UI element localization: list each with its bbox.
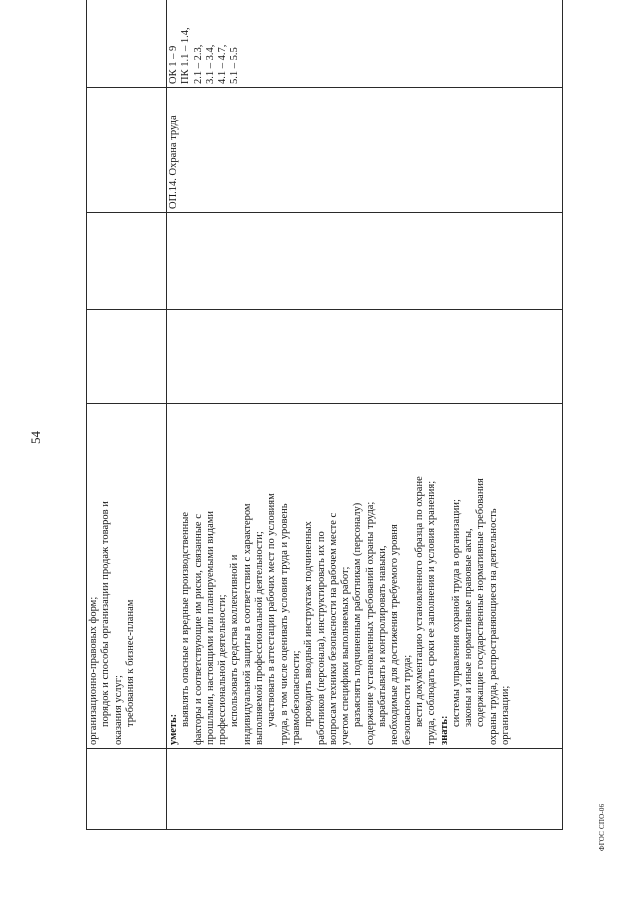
text-line: системы управления охраной труда в организации; <box>450 499 462 727</box>
text-line: индивидуальной защиты в соответствии с характером <box>241 503 253 745</box>
table-cell <box>87 0 167 88</box>
table-cell-content-top <box>87 404 167 749</box>
skills-heading: уметь: <box>168 713 179 745</box>
table-cell-content <box>167 404 563 749</box>
text-line: безопасности труда; <box>401 654 413 745</box>
competency-table <box>86 0 563 830</box>
competency-line: 4.1 – 4.7, <box>217 44 229 84</box>
discipline-name: ОП.14. Охрана труда <box>168 115 179 209</box>
text-line: труда, в том числе оценивать условия труда и уровень <box>278 503 290 745</box>
text-line: вырабатывать и контролировать навыки, <box>377 545 389 727</box>
text-line: вести документацию установленного образца по охране <box>413 476 425 727</box>
competency-line: 3.1 – 3.4, <box>204 44 216 84</box>
text-line: содержащие государственные нормативные требования <box>475 478 487 727</box>
text-line: требования к бизнес-планам <box>124 599 136 727</box>
competency-line: ПК 1.1 – 1.4, <box>180 27 192 84</box>
competency-line: 5.1 – 5.5 <box>229 47 241 84</box>
text-line: разъяснять подчиненным работникам (персоналу) <box>352 502 364 727</box>
text-line: факторы и соответствующие им риски, связанные с <box>192 514 204 745</box>
text-line: законы и иные нормативные правовые акты, <box>463 528 475 727</box>
table-cell <box>167 213 563 310</box>
know-heading: знать: <box>438 715 450 745</box>
text-line: профессиональной деятельности; <box>217 594 229 745</box>
text-line: выявлять опасные и вредные производственные <box>180 512 192 727</box>
table-row <box>87 0 167 830</box>
text-line: выполняемой профессиональной деятельности; <box>254 531 266 745</box>
text-line: труда, соблюдать сроки ее заполнения и условия хранения; <box>426 480 438 745</box>
discipline-cell <box>167 88 563 213</box>
rotated-table-wrapper <box>86 27 560 830</box>
text-line: участвовать в аттестации рабочих мест по условиям <box>266 493 278 727</box>
text-line: использовать средства коллективной и <box>229 554 241 727</box>
table-cell <box>167 310 563 404</box>
text-line: порядок и способы организации продаж товаров и <box>100 501 112 727</box>
footer-label: ФГОС СПО-06 <box>598 803 606 851</box>
text-line: работников (персонала), инструктировать их по <box>315 531 327 745</box>
text-line: травмобезопасности; <box>290 650 302 745</box>
text-line: организационно-правовых форм; <box>88 596 99 745</box>
table-cell <box>87 88 167 213</box>
text-line: необходимые для достижения требуемого уровня <box>389 524 401 745</box>
text-line: прошлыми, настоящими или планируемыми видами <box>204 510 216 745</box>
page-number: 54 <box>28 431 43 444</box>
competencies-cell <box>167 0 563 88</box>
text-line: вопросам техники безопасности на рабочем месте с <box>327 512 339 745</box>
table-cell <box>87 310 167 404</box>
text-line: содержание установленных требований охраны труда; <box>364 501 376 745</box>
table-cell-index <box>167 749 563 830</box>
competency-line: 2.1 – 2.3, <box>192 44 204 84</box>
table-cell <box>87 213 167 310</box>
text-line: учетом специфики выполняемых работ; <box>340 566 352 745</box>
text-line: проводить вводный инструктаж подчиненных <box>303 521 315 727</box>
table-cell-index <box>87 749 167 830</box>
table-row <box>167 0 563 830</box>
competency-line: ОК 1 – 9 <box>168 45 179 84</box>
text-line: организации; <box>500 685 512 745</box>
text-line: охраны труда, распространяющиеся на деятельность <box>487 508 499 745</box>
text-line: оказания услуг; <box>112 675 124 745</box>
